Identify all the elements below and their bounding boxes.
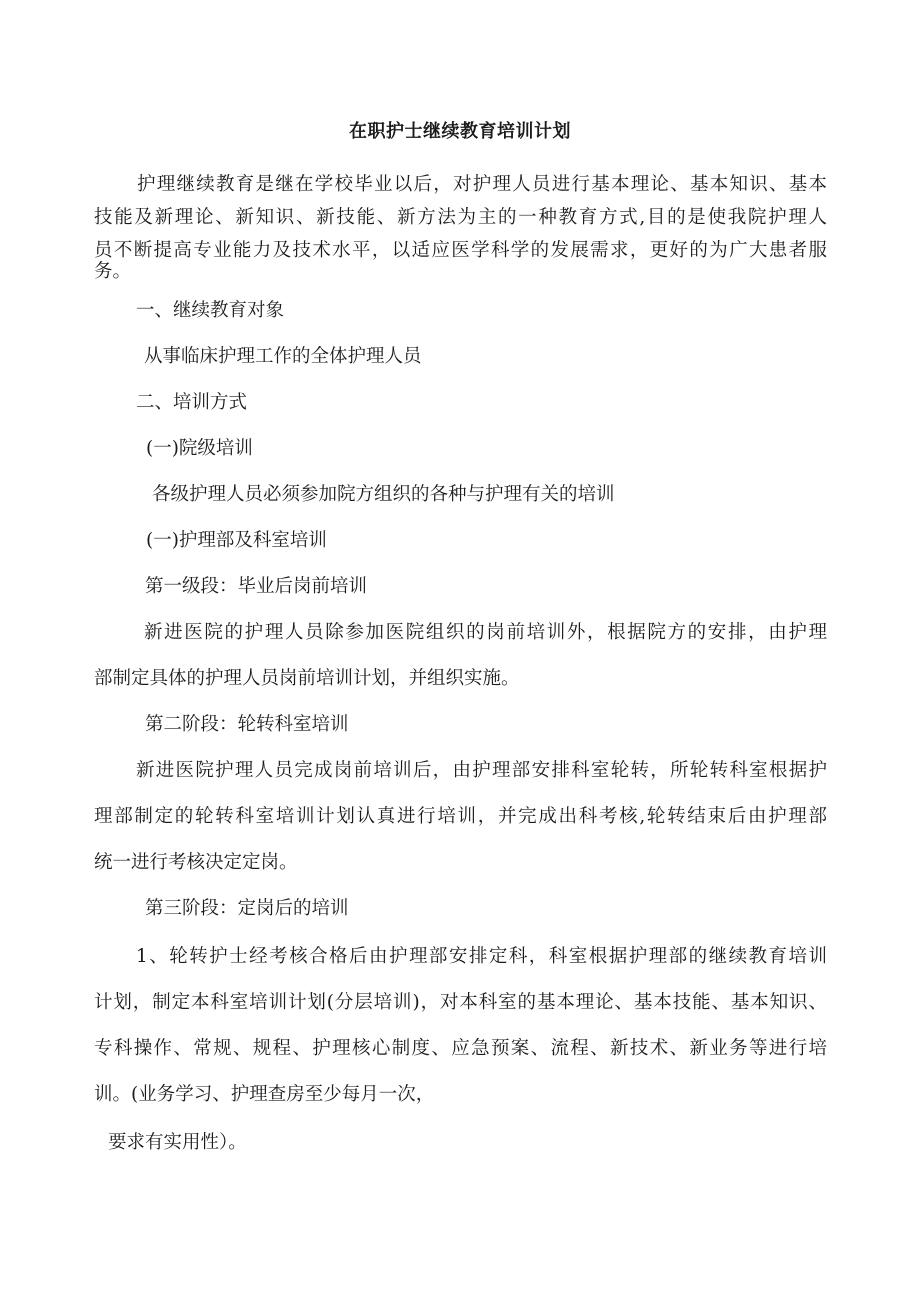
intro-line-3: 员不断提高专业能力及技术水平，以适应医学科学的发展需求，更好的为广大患者服 <box>94 240 827 261</box>
sub1-heading: (一)院级培训 <box>146 438 253 459</box>
sub2-heading: (一)护理部及科室培训 <box>146 530 327 551</box>
intro-line-2: 技能及新理论、新知识、新技能、新方法为主的一种教育方式,目的是使我院护理人 <box>94 207 827 228</box>
sub1-text: 各级护理人员必须参加院方组织的各种与护理有关的培训 <box>152 484 615 505</box>
stage1-line-2: 部制定具体的护理人员岗前培训计划，并组织实施。 <box>94 668 520 689</box>
stage2-line-1: 新进医院护理人员完成岗前培训后，由护理部安排科室轮转，所轮转科室根据护 <box>136 760 827 781</box>
stage1-line-1: 新进医院的护理人员除参加医院组织的岗前培训外，根据院方的安排，由护理 <box>144 622 827 643</box>
stage3-line-3: 专科操作、常规、规程、护理核心制度、应急预案、流程、新技术、新业务等进行培 <box>94 1038 827 1059</box>
intro-line-4: 务。 <box>94 261 132 282</box>
stage2-heading: 第二阶段：轮转科室培训 <box>145 714 349 735</box>
stage3-line-2: 计划，制定本科室培训计划(分层培训)，对本科室的基本理论、基本技能、基本知识、 <box>94 992 827 1013</box>
stage3-line-5: 要求有实用性）。 <box>108 1132 247 1153</box>
section1-heading: 一、继续教育对象 <box>136 300 285 321</box>
stage1-heading: 第一级段：毕业后岗前培训 <box>145 576 368 597</box>
intro-line-1: 护理继续教育是继在学校毕业以后，对护理人员进行基本理论、基本知识、基本 <box>137 174 827 195</box>
stage3-line-1: 1、轮转护士经考核合格后由护理部安排定科，科室根据护理部的继续教育培训 <box>136 946 827 967</box>
stage3-line-4: 训。(业务学习、护理查房至少每月一次， <box>94 1084 435 1105</box>
stage2-line-3: 统一进行考核决定定岗。 <box>94 852 298 873</box>
section2-heading: 二、培训方式 <box>136 392 248 413</box>
stage2-line-2: 理部制定的轮转科室培训计划认真进行培训，并完成出科考核,轮转结束后由护理部 <box>94 806 827 827</box>
document-title: 在职护士继续教育培训计划 <box>349 121 571 142</box>
section1-text: 从事临床护理工作的全体护理人员 <box>144 346 422 367</box>
stage3-heading: 第三阶段：定岗后的培训 <box>145 898 349 919</box>
